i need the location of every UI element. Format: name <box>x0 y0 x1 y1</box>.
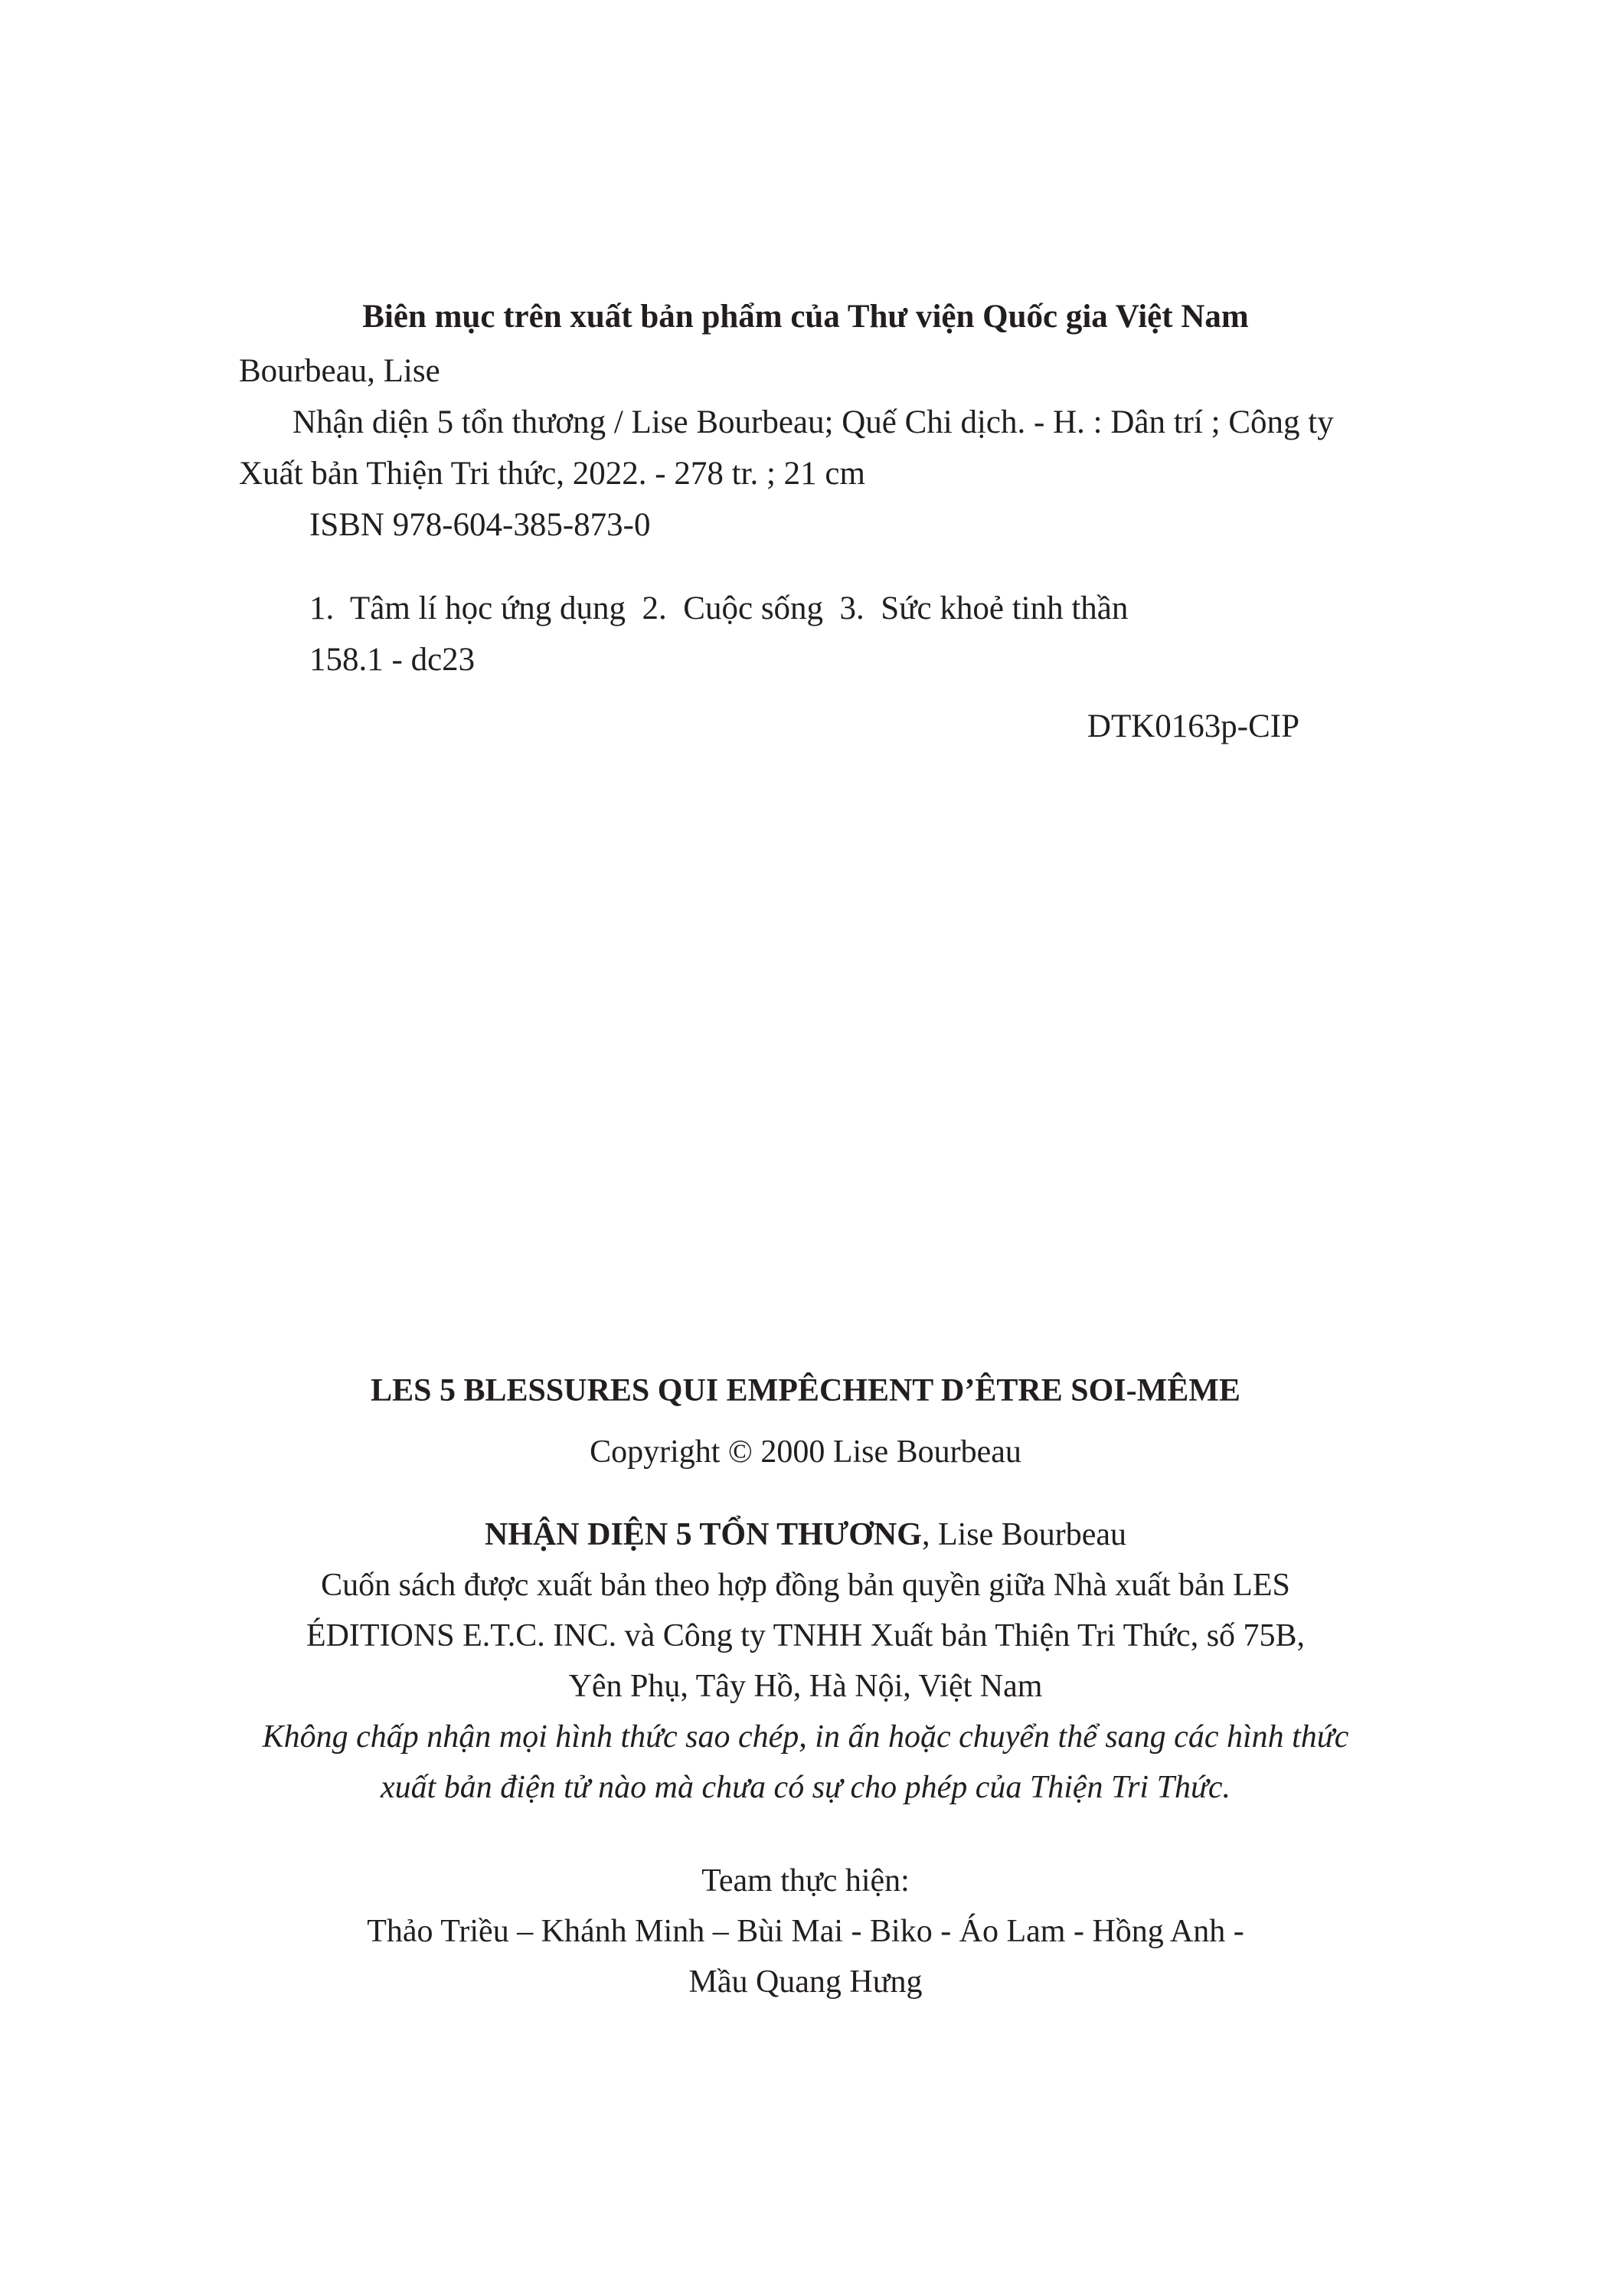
license-line-3: Yên Phụ, Tây Hồ, Hà Nội, Việt Nam <box>568 1669 1043 1704</box>
cip-isbn-line: ISBN 978-604-385-873-0 <box>309 507 651 543</box>
team-heading: Team thực hiện: <box>701 1863 910 1899</box>
copy-notice-line-1: Không chấp nhận mọi hình thức sao chép, in ấn hoặc chuyển thể sang các hình thức <box>262 1719 1349 1755</box>
cip-description-line-1: Nhận diện 5 tổn thương / Lise Bourbeau; Quế Chi dịch. - H. : Dân trí ; Công ty <box>293 404 1334 440</box>
cip-block <box>239 291 1372 752</box>
original-title: LES 5 BLESSURES QUI EMPÊCHENT D’ÊTRE SOI-MÊME <box>371 1373 1240 1408</box>
cip-code: DTK0163p-CIP <box>1087 708 1299 744</box>
license-line-1: Cuốn sách được xuất bản theo hợp đồng bản quyền giữa Nhà xuất bản LES <box>321 1568 1290 1603</box>
cip-subjects-line: 1. Tâm lí học ứng dụng 2. Cuộc sống 3. Sức khoẻ tinh thần <box>309 590 1129 626</box>
colophon-block <box>239 1365 1372 2007</box>
team-members-line-1: Thảo Triều – Khánh Minh – Bùi Mai - Biko - Áo Lam - Hồng Anh - <box>367 1914 1244 1949</box>
vietnamese-title-author: , Lise Bourbeau <box>921 1517 1127 1552</box>
vietnamese-title-bold: NHẬN DIỆN 5 TỔN THƯƠNG <box>484 1517 922 1552</box>
team-members-line-2: Mầu Quang Hưng <box>688 1964 923 2000</box>
cip-ddc-line: 158.1 - dc23 <box>309 642 476 678</box>
copyright-line: Copyright © 2000 Lise Bourbeau <box>590 1434 1021 1470</box>
cip-description-line-2: Xuất bản Thiện Tri thức, 2022. - 278 tr. ; 21 cm <box>239 456 865 492</box>
cip-heading: Biên mục trên xuất bản phẩm của Thư viện Quốc gia Việt Nam <box>362 299 1249 335</box>
vietnamese-title-line <box>239 1509 1372 1560</box>
license-line-2: ÉDITIONS E.T.C. INC. và Công ty TNHH Xuất bản Thiện Tri Thức, số 75B, <box>306 1618 1306 1653</box>
copy-notice-line-2: xuất bản điện tử nào mà chưa có sự cho phép của Thiện Tri Thức. <box>380 1770 1231 1805</box>
cip-author-line: Bourbeau, Lise <box>239 353 440 389</box>
